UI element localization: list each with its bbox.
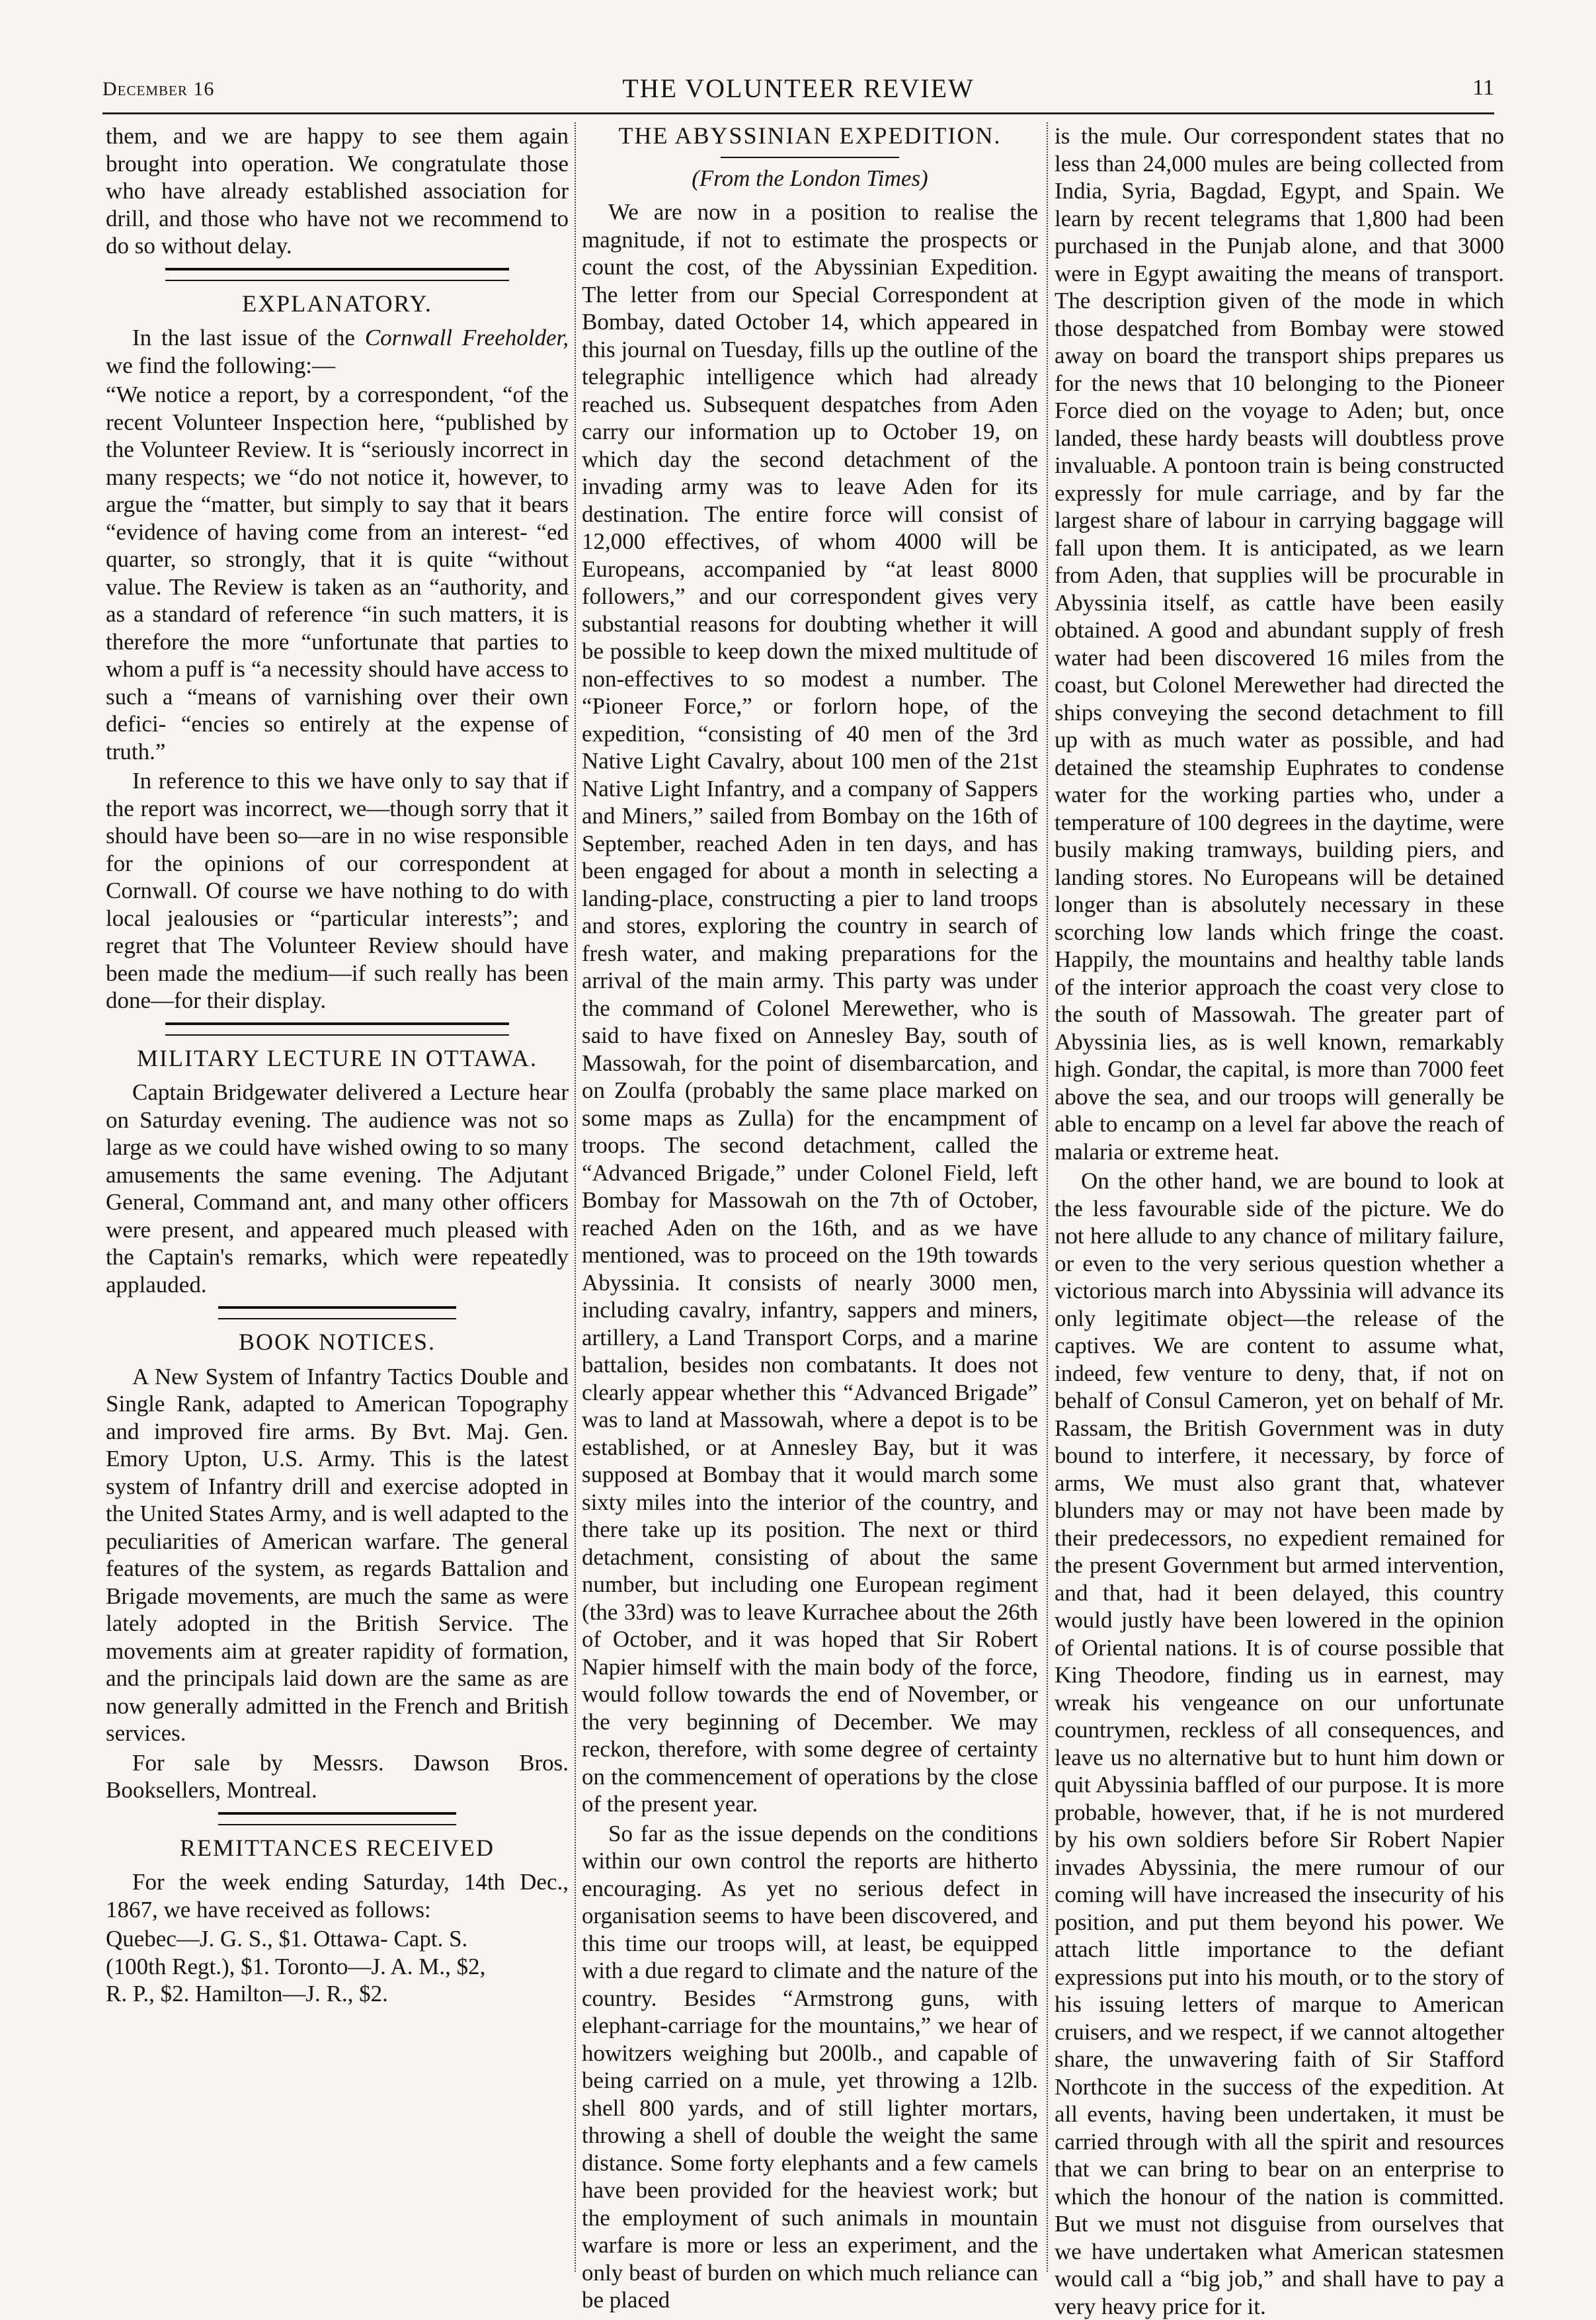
section-separator: [165, 268, 509, 281]
section-separator: [218, 1812, 456, 1825]
lead-text: In the last issue of the: [132, 325, 365, 351]
remittance-line: R. P., $2. Hamilton—J. R., $2.: [106, 1981, 388, 2007]
article-source: (From the London Times): [692, 165, 928, 191]
article-paragraph: On the other hand, we are bound to look at the less favourable side of the picture. We do not here allude to any chance of military failure, or even to the very serious question whether a victorious march into Abyssinia will advance its only legitimate object—the release of the captives. We are content to assume what, indeed, few venture to deny, that, if not on behalf of Consul Cameron, yet on behalf of Mr. Rassam, the British Government was in duty bound to interfere, it necessary, by force of arms, We must also grant that, whatever blunders may or may not have been made by their predecessors, no expedient remained for the present Government but armed intervention, and that, had it been delayed, this country would justly have been lowered in the opinion of Oriental nations. It is of course possible that King Theodore, finding us in earnest, may wreak his vengeance on our unfortunate countrymen, reckless of all consequences, and leave us no alternative but to hunt him down or quit Abyssinia baffled of our purpose. It is more probable, however, that, if he is not murdered by his own soldiers before Sir Robert Napier invades Abyssinia, the mere rumour of our coming will have increased the insecurity of his position, and put them beyond his power. We attach little importance to the defiant expressions put into his mouth, or to the story of his issuing letters of marque to American cruisers, and we respect, if we cannot altogether share, the unwavering faith of Sir Stafford Northcote in the success of the expedition. At all events, having been undertaken, it must be carried through with all the spirit and resources that we can bring to bear on an enterprise to which the honour of the nation is committed. But we must not disguise from ourselves that we have undertaken what American statesmen would call a “big job,” and shall have to pay a very heavy price for it.: [1055, 1168, 1504, 2319]
page-header: [102, 73, 1494, 114]
remittance-line: (100th Regt.), $1. Toronto—J. A. M., $2,: [106, 1953, 486, 1979]
book-notice-body: A New System of Infantry Tactics Double and Single Rank, adapted to American Topography and improved fire arms. By Bvt. Maj. Gen. Emory Upton, U.S. Army. This is the latest system of Infantry drill and exercise adopted in the United States Army, and is well adapted to the peculiarities of American warfare. The general features of the system, as regards Battalion and Brigade movements, are much the same as were lately adopted in the British Service. The movements aim at greater rapidity of formation, and the principals laid down are the same as are now generally admitted in the French and British services.: [106, 1363, 569, 1746]
column-middle: [582, 122, 1038, 2313]
remittances-body: For the week ending Saturday, 14th Dec., 1867, we have received as follows:: [106, 1869, 569, 1923]
lead-source-title: Cornwall Freeholder,: [364, 325, 569, 351]
heading-rule: [721, 157, 899, 158]
explanatory-lead: [106, 324, 569, 379]
lecture-body: Captain Bridgewater delivered a Lecture hear on Saturday evening. The audience was not so large as we could have wished owing to so many amusements the same evening. The Adjutant General, Command ant, and many other officers were present, and appeared much pleased with the Captain's remarks, which were repeatedly applauded.: [106, 1079, 569, 1298]
article-paragraph: is the mule. Our correspondent states that no less than 24,000 mules are being collected from India, Syria, Bagdad, Egypt, and Spain. We learn by recent telegrams that 1,800 had been purchased in the Punjab alone, and that 3000 were in Egypt awaiting the means of transport. The description given of the mode in which those despatched from Bombay were stowed away on board the transport ships prepares us for the news that 10 belonging to the Pioneer Force died on the voyage to Aden; but, once landed, these hardy beasts will doubtless prove invaluable. A pontoon train is being constructed expressly for mule carriage, and by far the largest share of labour in carrying baggage will fall upon them. It is anticipated, as we learn from Aden, that supplies will be procurable in Abyssinia itself, as cattle have been easily obtained. A good and abundant supply of fresh water had been discovered 16 miles from the coast, but Colonel Merewether had directed the ships conveying the second detachment to fill up with as much water as possible, and had detained the steamship Euphrates to condense water for the working parties who, under a temperature of 100 degrees in the daytime, were busily making tramways, building piers, and landing stores. No Europeans will be detained longer than is absolutely necessary in these scorching low lands which fringe the coast. Happily, the mountains and healthy table lands of the interior approach the coast very close to the south of Massowah. The greater part of Abyssinia lies, as is well known, remarkably high. Gondar, the capital, is more than 7000 feet above the sea, and our troops will generally be able to encamp on a level far above the reach of malaria or extreme heat.: [1055, 123, 1504, 1165]
book-notices-heading: BOOK NOTICES.: [238, 1329, 436, 1355]
column-divider: [1047, 122, 1048, 2272]
quoted-report: “We notice a report, by a correspondent, “of the recent Volunteer Inspection here, “published by the Volunteer Review. It is “seriously incorrect in many respects; we “do not notice it, however, to argue the “matter, but simply to say that it bears “evidence of having come from an interest- “ed quarter, so strongly, that it is quite “without value. The Review is taken as an “authority, and as a standard of reference “in such matters, it is therefore the more “unfortunate that parties to whom a puff is “a necessity should have access to such a “means of varnishing over their own defici- “encies so entirely at the expense of truth.”: [106, 382, 569, 765]
abyssinian-heading: THE ABYSSINIAN EXPEDITION.: [618, 122, 1002, 149]
column-left: [106, 122, 569, 2295]
column-right: [1055, 122, 1504, 2319]
remittances-list: [106, 1925, 569, 2008]
lecture-heading: MILITARY LECTURE IN OTTAWA.: [137, 1044, 538, 1071]
remittance-line: Quebec—J. G. S., $1. Ottawa- Capt. S.: [106, 1926, 468, 1952]
column-divider: [575, 122, 576, 2272]
section-separator: [218, 1306, 456, 1319]
lead-text-end: we find the following:—: [106, 352, 336, 378]
explanatory-reply: In reference to this we have only to say that if the report was incorrect, we—though sorry that it should have been so—are in no wise responsible for the opinions of our correspondent at Cornwall. Of course we have nothing to do with local jealousies or “particular interests”; and regret that The Volunteer Review should have been made the medium—if such really has been done—for their display.: [106, 768, 569, 1013]
explanatory-heading: EXPLANATORY.: [242, 290, 432, 317]
page-number: 11: [1472, 75, 1494, 100]
publication-title: THE VOLUNTEER REVIEW: [622, 73, 975, 103]
remittances-heading: REMITTANCES RECEIVED: [179, 1834, 495, 1861]
book-sale-notice: For sale by Messrs. Dawson Bros. Booksellers, Montreal.: [106, 1749, 569, 1803]
section-separator: [165, 1022, 509, 1036]
issue-date: December 16: [102, 78, 215, 100]
continued-paragraph: them, and we are happy to see them again brought into operation. We congratulate those who have already established association for drill, and those who have not we recommend to do so without delay.: [106, 123, 569, 259]
article-paragraph: We are now in a position to realise the magnitude, if not to estimate the prospects or count the cost, of the Abyssinian Expedition. The letter from our Special Correspondent at Bombay, dated October 14, which appeared in this journal on Tuesday, fills up the outline of the telegraphic intelligence which had already reached us. Subsequent despatches from Aden carry our information up to October 19, on which day the second detachment of the invading army was to leave Aden for its destination. The entire force will consist of 12,000 effectives, of whom 4000 will be Europeans, accompanied by “at least 8000 followers,” and our correspondent gives very substantial reasons for doubting whether it will be possible to keep down the mixed multitude of non-effectives to so modest a number. The “Pioneer Force,” or forlorn hope, of the expedition, “consisting of 40 men of the 3rd Native Light Cavalry, about 100 men of the 21st Native Light Infantry, and a company of Sappers and Miners,” sailed from Bombay on the 16th of September, reached Aden in ten days, and has been engaged for about a month in selecting a landing-place, constructing a pier to land troops and stores, exploring the country in search of fresh water, and making preparations for the arrival of the main army. This party was under the command of Colonel Merewether, who is said to have fixed on Annesley Bay, south of Massowah, for the point of disembarcation, and on Zoulfa (probably the same place marked on some maps as Zulla) for the encampment of troops. The second detachment, called the “Advanced Brigade,” under Colonel Field, left Bombay for Massowah on the 7th of October, reached Aden on the 16th, and as we have mentioned, was to proceed on the 19th towards Abyssinia. It consists of nearly 3000 men, including cavalry, infantry, sappers and miners, artillery, a Land Transport Corps, and a marine battalion, besides non combatants. It does not clearly appear whether this “Advanced Brigade” was to land at Massowah, where a depot is to be established, or at Annesley Bay, but it was supposed at Bombay that it would march some sixty miles into the interior of the country, and there take up its position. The next or third detachment, consisting of about the same number, but including one European regiment (the 33rd) was to leave Kurrachee about the 26th of October, and it was hoped that Sir Robert Napier himself with the main body of the force, would follow towards the end of November, or the very beginning of December. We may reckon, therefore, with some degree of certainty on the commencement of operations by the close of the present year.: [582, 199, 1038, 1817]
article-paragraph: So far as the issue depends on the conditions within our own control the reports are hitherto encouraging. As yet no serious defect in organisation seems to have been discovered, and this time our troops will, at least, be equipped with a due regard to climate and the nature of the country. Besides “Armstrong guns, with elephant-carriage for the mountains,” we hear of howitzers weighing but 200lb., and capable of being carried on a mule, yet throwing a 12lb. shell 800 yards, and of still lighter mortars, throwing a shell of double the weight the same distance. Some forty elephants and a few camels have been provided for the heaviest work; but the employment of such animals in mountain warfare is more or less an experiment, and the only beast of burden on which much reliance can be placed: [582, 1820, 1038, 2313]
